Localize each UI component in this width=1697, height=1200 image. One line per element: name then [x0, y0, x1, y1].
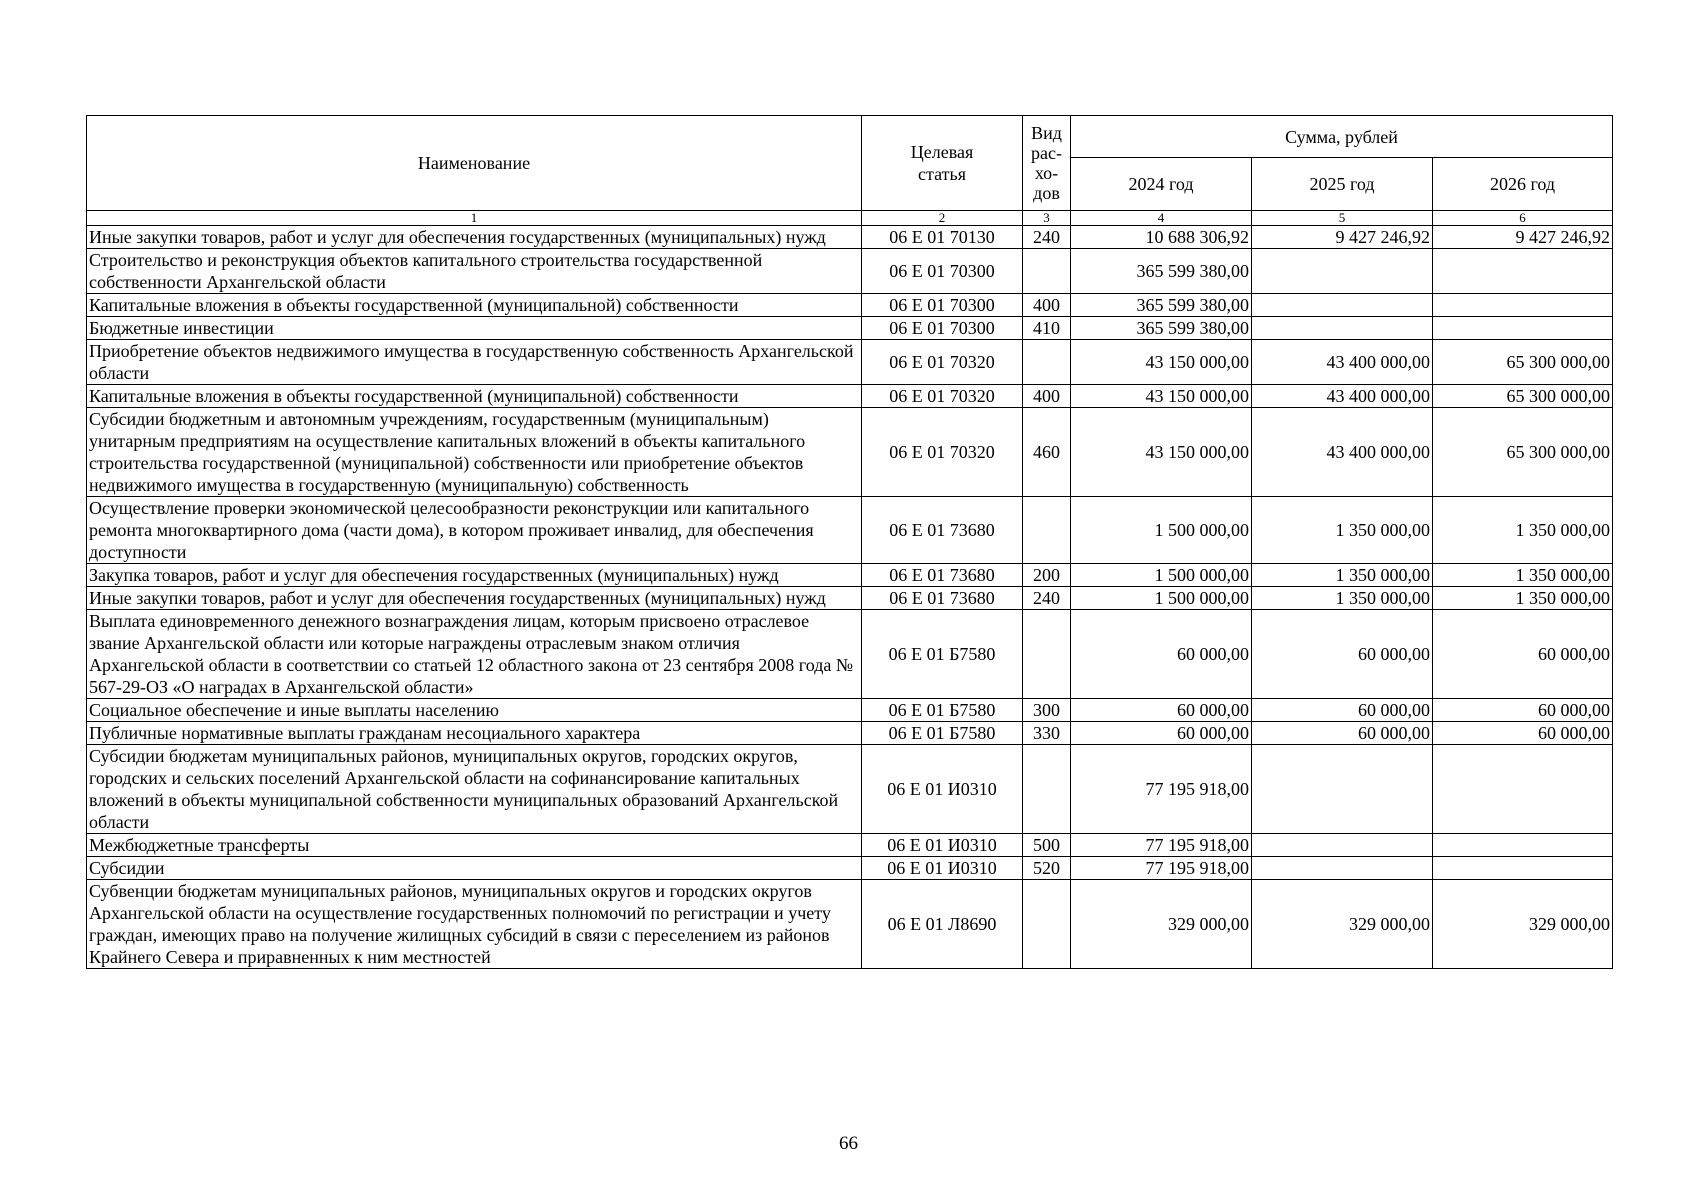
row-sum-2026: 9 427 246,92 [1433, 226, 1613, 249]
row-expense-type: 500 [1023, 834, 1071, 857]
row-sum-2024: 1 500 000,00 [1071, 587, 1252, 610]
column-number: 1 [87, 211, 862, 226]
row-name: Бюджетные инвестиции [87, 317, 862, 340]
row-sum-2026: 329 000,00 [1433, 880, 1613, 969]
row-name: Закупка товаров, работ и услуг для обеспечения государственных (муниципальных) нужд [87, 564, 862, 587]
table-row [87, 294, 1613, 317]
row-sum-2024: 43 150 000,00 [1071, 340, 1252, 385]
row-sum-2025: 43 400 000,00 [1252, 340, 1433, 385]
table-row [87, 408, 1613, 497]
row-expense-type [1023, 249, 1071, 294]
row-name: Осуществление проверки экономической целесообразности реконструкции или капитального ремонта многоквартирного дома (части дома), в котором проживает инвалид, для обеспечения доступности [87, 497, 862, 564]
row-sum-2026 [1433, 745, 1613, 834]
table-row [87, 317, 1613, 340]
table-row [87, 722, 1613, 745]
row-sum-2026 [1433, 857, 1613, 880]
row-target-article: 06 Е 01 73680 [862, 564, 1023, 587]
row-sum-2024: 43 150 000,00 [1071, 385, 1252, 408]
row-sum-2024: 329 000,00 [1071, 880, 1252, 969]
row-sum-2024: 365 599 380,00 [1071, 249, 1252, 294]
row-sum-2025 [1252, 834, 1433, 857]
row-name: Межбюджетные трансферты [87, 834, 862, 857]
header-year-2025: 2025 год [1252, 158, 1433, 211]
row-sum-2026 [1433, 294, 1613, 317]
column-number: 3 [1023, 211, 1071, 226]
table-row [87, 497, 1613, 564]
row-sum-2025: 43 400 000,00 [1252, 385, 1433, 408]
row-target-article: 06 Е 01 70320 [862, 340, 1023, 385]
row-sum-2024: 77 195 918,00 [1071, 745, 1252, 834]
row-sum-2026 [1433, 249, 1613, 294]
row-name: Субсидии [87, 857, 862, 880]
row-sum-2024: 60 000,00 [1071, 722, 1252, 745]
column-number-row [87, 211, 1613, 226]
header-expense-type [1023, 116, 1071, 211]
row-sum-2026: 65 300 000,00 [1433, 408, 1613, 497]
row-sum-2024: 43 150 000,00 [1071, 408, 1252, 497]
row-expense-type: 410 [1023, 317, 1071, 340]
row-expense-type [1023, 497, 1071, 564]
row-sum-2026: 65 300 000,00 [1433, 340, 1613, 385]
row-name: Капитальные вложения в объекты государственной (муниципальной) собственности [87, 294, 862, 317]
row-name: Иные закупки товаров, работ и услуг для обеспечения государственных (муниципальных) нужд [87, 587, 862, 610]
row-sum-2024: 365 599 380,00 [1071, 294, 1252, 317]
row-expense-type: 240 [1023, 226, 1071, 249]
row-sum-2025: 1 350 000,00 [1252, 564, 1433, 587]
header-sum: Сумма, рублей [1071, 116, 1613, 158]
row-name: Публичные нормативные выплаты гражданам несоциального характера [87, 722, 862, 745]
row-target-article: 06 Е 01 73680 [862, 497, 1023, 564]
row-name: Субвенции бюджетам муниципальных районов, муниципальных округов и городских округов Архангельской области на осуществление государственных полномочий по регистрации и учету граждан, имеющих право на получение жилищных субсидий в связи с переселением из районов Крайнего Севера и приравненных к ним местностей [87, 880, 862, 969]
row-target-article: 06 Е 01 70130 [862, 226, 1023, 249]
row-sum-2024: 60 000,00 [1071, 610, 1252, 699]
row-expense-type [1023, 610, 1071, 699]
row-sum-2024: 1 500 000,00 [1071, 497, 1252, 564]
row-sum-2025: 43 400 000,00 [1252, 408, 1433, 497]
row-sum-2024: 77 195 918,00 [1071, 857, 1252, 880]
row-target-article: 06 Е 01 Л8690 [862, 880, 1023, 969]
row-sum-2026: 1 350 000,00 [1433, 564, 1613, 587]
row-sum-2025: 60 000,00 [1252, 610, 1433, 699]
table-row [87, 834, 1613, 857]
row-target-article: 06 Е 01 73680 [862, 587, 1023, 610]
row-sum-2024: 10 688 306,92 [1071, 226, 1252, 249]
header-target-article-line2: статья [918, 164, 966, 184]
row-name: Строительство и реконструкция объектов капитального строительства государственной собственности Архангельской области [87, 249, 862, 294]
row-target-article: 06 Е 01 И0310 [862, 745, 1023, 834]
row-sum-2026 [1433, 834, 1613, 857]
table-row [87, 699, 1613, 722]
header-target-article [862, 116, 1023, 211]
page-number: 66 [839, 1133, 858, 1154]
header-expense-type-line1: Вид [1031, 123, 1062, 143]
table-body [87, 226, 1613, 969]
row-expense-type [1023, 880, 1071, 969]
row-expense-type [1023, 340, 1071, 385]
row-target-article: 06 Е 01 70320 [862, 408, 1023, 497]
row-expense-type: 300 [1023, 699, 1071, 722]
column-number: 2 [862, 211, 1023, 226]
row-sum-2025 [1252, 294, 1433, 317]
table-row [87, 745, 1613, 834]
column-number: 4 [1071, 211, 1252, 226]
row-name: Приобретение объектов недвижимого имущества в государственную собственность Архангельской области [87, 340, 862, 385]
header-name: Наименование [87, 116, 862, 211]
row-sum-2025: 9 427 246,92 [1252, 226, 1433, 249]
header-expense-type-line2: рас- [1031, 143, 1062, 163]
header-expense-type-line3: хо- [1034, 163, 1059, 183]
row-sum-2025 [1252, 249, 1433, 294]
row-sum-2024: 365 599 380,00 [1071, 317, 1252, 340]
budget-table [86, 115, 1613, 969]
row-target-article: 06 Е 01 Б7580 [862, 699, 1023, 722]
row-name: Социальное обеспечение и иные выплаты населению [87, 699, 862, 722]
row-target-article: 06 Е 01 И0310 [862, 857, 1023, 880]
row-expense-type: 400 [1023, 385, 1071, 408]
row-sum-2026: 65 300 000,00 [1433, 385, 1613, 408]
table-row [87, 564, 1613, 587]
row-target-article: 06 Е 01 И0310 [862, 834, 1023, 857]
row-name: Иные закупки товаров, работ и услуг для обеспечения государственных (муниципальных) нужд [87, 226, 862, 249]
row-sum-2025: 60 000,00 [1252, 699, 1433, 722]
row-expense-type: 330 [1023, 722, 1071, 745]
header-year-2026: 2026 год [1433, 158, 1613, 211]
row-target-article: 06 Е 01 70300 [862, 317, 1023, 340]
row-expense-type [1023, 745, 1071, 834]
table-row [87, 587, 1613, 610]
row-target-article: 06 Е 01 70320 [862, 385, 1023, 408]
row-name: Капитальные вложения в объекты государственной (муниципальной) собственности [87, 385, 862, 408]
row-sum-2024: 1 500 000,00 [1071, 564, 1252, 587]
table-row [87, 610, 1613, 699]
row-sum-2025 [1252, 745, 1433, 834]
row-sum-2024: 60 000,00 [1071, 699, 1252, 722]
row-sum-2026: 1 350 000,00 [1433, 587, 1613, 610]
row-sum-2026 [1433, 317, 1613, 340]
row-expense-type: 460 [1023, 408, 1071, 497]
row-sum-2025: 329 000,00 [1252, 880, 1433, 969]
row-sum-2025 [1252, 857, 1433, 880]
table-row [87, 226, 1613, 249]
row-name: Субсидии бюджетам муниципальных районов, муниципальных округов, городских округов, городских и сельских поселений Архангельской области на софинансирование капитальных вложений в объекты муниципальной собственности муниципальных образований Архангельской области [87, 745, 862, 834]
row-sum-2026: 60 000,00 [1433, 722, 1613, 745]
row-target-article: 06 Е 01 Б7580 [862, 610, 1023, 699]
row-target-article: 06 Е 01 70300 [862, 249, 1023, 294]
row-sum-2024: 77 195 918,00 [1071, 834, 1252, 857]
table-row [87, 249, 1613, 294]
row-expense-type: 520 [1023, 857, 1071, 880]
row-sum-2026: 60 000,00 [1433, 699, 1613, 722]
row-name: Субсидии бюджетным и автономным учреждениям, государственным (муниципальным) унитарным предприятиям на осуществление капитальных вложений в объекты капитального строительства государственной (муниципальной) собственности или приобретение объектов недвижимого имущества в государственную (муниципальную) собственность [87, 408, 862, 497]
row-sum-2025 [1252, 317, 1433, 340]
row-sum-2025: 60 000,00 [1252, 722, 1433, 745]
header-target-article-line1: Целевая [910, 142, 974, 162]
row-target-article: 06 Е 01 70300 [862, 294, 1023, 317]
table-row [87, 857, 1613, 880]
table-header [87, 116, 1613, 226]
row-expense-type: 240 [1023, 587, 1071, 610]
row-expense-type: 200 [1023, 564, 1071, 587]
row-sum-2026: 1 350 000,00 [1433, 497, 1613, 564]
table-row [87, 880, 1613, 969]
row-sum-2025: 1 350 000,00 [1252, 497, 1433, 564]
table-row [87, 385, 1613, 408]
row-sum-2026: 60 000,00 [1433, 610, 1613, 699]
row-sum-2025: 1 350 000,00 [1252, 587, 1433, 610]
row-expense-type: 400 [1023, 294, 1071, 317]
row-target-article: 06 Е 01 Б7580 [862, 722, 1023, 745]
table-row [87, 340, 1613, 385]
header-year-2024: 2024 год [1071, 158, 1252, 211]
column-number: 5 [1252, 211, 1433, 226]
header-expense-type-line4: дов [1033, 183, 1060, 203]
column-number: 6 [1433, 211, 1613, 226]
row-name: Выплата единовременного денежного вознаграждения лицам, которым присвоено отраслевое звание Архангельской области или которые награждены отраслевым знаком отличия Архангельской области в соответствии со статьей 12 областного закона от 23 сентября 2008 года № 567-29-ОЗ «О наградах в Архангельской области» [87, 610, 862, 699]
